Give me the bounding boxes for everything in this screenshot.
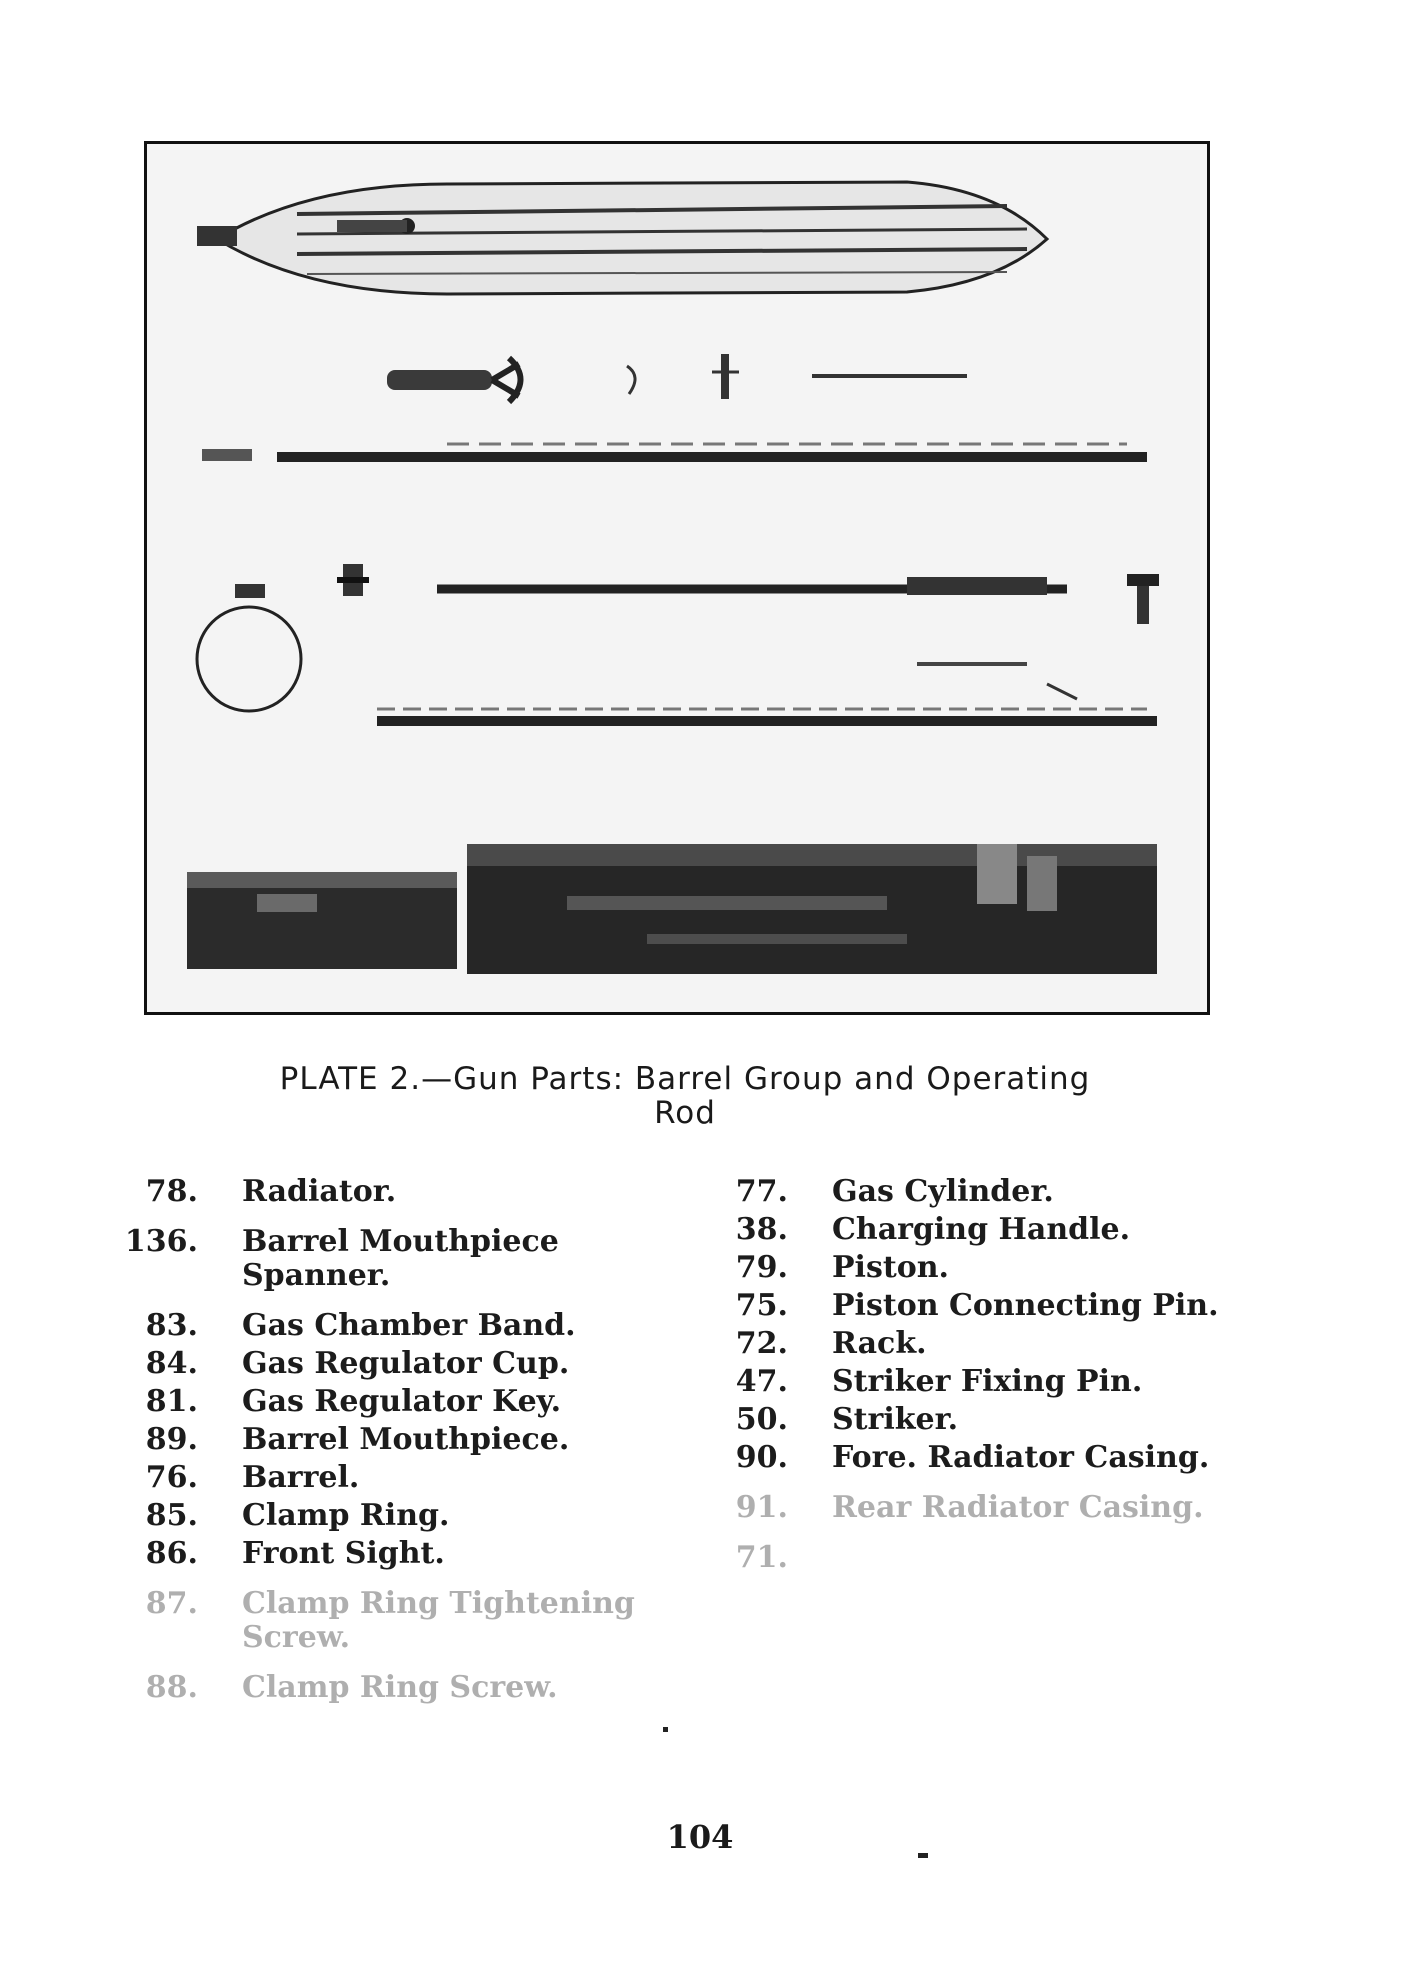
plate-photograph-frame [144, 141, 1210, 1015]
legend-entry: 81. Gas Regulator Key. [145, 1384, 562, 1419]
print-speck [663, 1727, 668, 1732]
legend-entry: 88. Clamp Ring Screw. [145, 1670, 558, 1705]
gas-cylinder-illustration [202, 444, 1147, 461]
legend-entry: 78. Radiator. [145, 1174, 397, 1209]
legend-entry: 38. Charging Handle. [735, 1212, 1131, 1247]
front-sight-illustration [337, 564, 369, 596]
legend-entry: 84. Gas Regulator Cup. [145, 1346, 570, 1381]
parts-legend-left [120, 1175, 680, 1709]
clamp-ring-illustration [197, 584, 301, 711]
rack-illustration [377, 664, 1157, 721]
caption-line-2: Rod [654, 1095, 716, 1131]
legend-entry: 89. Barrel Mouthpiece. [145, 1422, 570, 1457]
legend-entry: 47. Striker Fixing Pin. [735, 1364, 1143, 1399]
legend-entry: 86. Front Sight. [145, 1536, 445, 1571]
plate-caption [130, 1062, 1240, 1130]
legend-entry: 91. Rear Radiator Casing. [735, 1490, 1204, 1525]
legend-entry: 90. Fore. Radiator Casing. [735, 1440, 1210, 1475]
barrel-illustration [187, 844, 1157, 974]
legend-entry: 72. Rack. [735, 1326, 927, 1361]
gun-parts-photograph [147, 144, 1207, 1012]
legend-entry: 79. Piston. [735, 1250, 949, 1285]
print-speck [918, 1853, 928, 1858]
page-number: 104 [666, 1818, 734, 1856]
small-parts-illustration [627, 354, 967, 399]
spanner-illustration [387, 358, 521, 402]
legend-entry: 76. Barrel. [145, 1460, 360, 1495]
legend-entry: 50. Striker. [735, 1402, 959, 1437]
parts-legend-right: 77. Gas Cylinder. 38. Charging Handle. 79. Piston. 75. Piston Connecting Pin. 72. Rack. 47. Striker Fixing Pin. 50. Striker. 90. Fore. Radiator Casing. 91. Rear Radiator Casing. 71. [710, 1175, 1270, 1541]
legend-entry: 77. Gas Cylinder. [735, 1174, 1054, 1209]
legend-entry: 75. Piston Connecting Pin. [735, 1288, 1219, 1323]
piston-illustration [437, 574, 1159, 624]
legend-entry: 87. Clamp Ring Tightening Screw. [145, 1586, 635, 1655]
legend-entry: 136. Barrel Mouthpiece Spanner. [124, 1224, 559, 1293]
caption-line-1: PLATE 2.—Gun Parts: Barrel Group and Operating [279, 1061, 1091, 1097]
legend-entry: 83. Gas Chamber Band. [145, 1308, 576, 1343]
radiator-illustration [197, 182, 1047, 294]
legend-entry: 85. Clamp Ring. [145, 1498, 450, 1533]
